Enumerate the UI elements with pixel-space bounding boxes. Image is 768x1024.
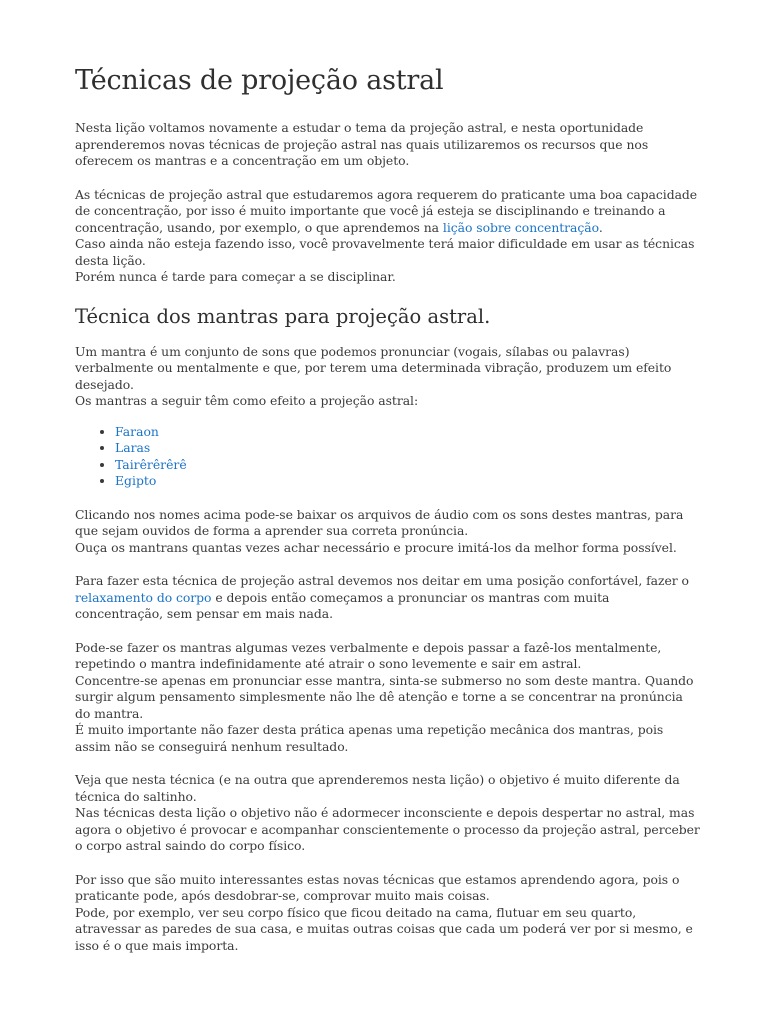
mantra-list [75,424,700,490]
practice-paragraph-line-1: Pode-se fazer os mantras algumas vezes verbalmente e depois passar a fazê-los mentalmente, repetindo o mantra indefinidamente até atrair o sono levemente e sair em astral. [75,639,662,671]
practice-paragraph-line-3: É muito importante não fazer desta prática apenas uma repetição mecânica dos mantras, pois assim não se conseguirá nenhum resultado. [75,722,664,754]
list-item [115,424,700,441]
list-item [115,457,700,474]
page-title: Técnicas de projeção astral [75,65,444,96]
benefits-paragraph-line-1: Por isso que são muito interessantes estas novas técnicas que estamos aprendendo agora, pois o praticante pode, após desdobrar-se, comprovar muito mais coisas. [75,871,680,903]
intro-text-end: . [598,219,603,235]
audio-paragraph-line-1: Clicando nos nomes acima pode-se baixar os arquivos de áudio com os sons destes mantras, para que sejam ouvidos de forma a aprender sua correta pronúncia. [75,506,684,538]
intro-paragraph-1: Nesta lição voltamos novamente a estudar o tema da projeção astral, e nesta oportunidade aprenderemos novas técnicas de projeção astral nas quais utilizaremos os recursos que nos oferecem os mantras e a concentração em um objeto. [75,120,649,168]
technique-text-end: e depois então começamos a pronunciar os mantras com muita concentração, sem pensar em mais nada. [75,589,610,621]
practice-paragraph-line-2: Concentre-se apenas em pronunciar esse mantra, sinta-se submerso no som deste mantra. Quando surgir algum pensamento simplesmente não lhe dê atenção e torne a se concentrar na pronúncia do mantra. [75,672,694,721]
intro-paragraph-2 [75,187,700,237]
mantra-link-tairerere[interactable]: Tairêrêrêrê [115,456,187,472]
mantra-intro: Os mantras a seguir têm como efeito a projeção astral: [75,393,419,408]
concentration-lesson-link[interactable]: lição sobre concentração [442,219,599,235]
mantra-definition: Um mantra é um conjunto de sons que podemos pronunciar (vogais, sílabas ou palavras) verbalmente ou mentalmente e que, por terem uma determinada vibração, produzem um efeito desejado. [75,343,672,392]
section-heading: Técnica dos mantras para projeção astral. [75,304,491,328]
objective-paragraph-line-1: Veja que nesta técnica (e na outra que aprenderemos nesta lição) o objetivo é muito diferente da técnica do saltinho. [75,772,680,804]
objective-paragraph-line-2: Nas técnicas desta lição o objetivo não é adormecer inconsciente e depois despertar no astral, mas agora o objetivo é provocar e acompanhar conscientemente o processo da projeção astral, perceber o corpo astral saindo do corpo físico. [75,805,700,853]
list-item [115,440,700,457]
mantra-link-laras[interactable]: Laras [115,440,151,455]
list-item [115,473,700,490]
technique-paragraph [75,573,700,623]
intro-paragraph-2-line-3: Porém nunca é tarde para começar a se disciplinar. [75,269,396,284]
audio-paragraph-line-2: Ouça os mantrans quantas vezes achar necessário e procure imitá-los da melhor forma possível. [75,539,677,555]
benefits-paragraph-line-2: Pode, por exemplo, ver seu corpo físico que ficou deitado na cama, flutuar em seu quarto, atravessar as paredes de sua casa, e muitas outras coisas que cada um poderá ver por si mesmo, e isso é o que mais importa. [75,904,693,953]
body-relaxation-link[interactable]: relaxamento do corpo [75,589,212,605]
article [75,62,700,971]
intro-paragraph-2-line-2: Caso ainda não esteja fazendo isso, você provavelmente terá maior dificuldade em usar as técnicas desta lição. [75,236,695,268]
technique-text: Para fazer esta técnica de projeção astral devemos nos deitar em uma posição confortável, fazer o [75,573,689,588]
mantra-link-faraon[interactable]: Faraon [115,423,159,439]
intro-text: As técnicas de projeção astral que estudaremos agora requerem do praticante uma boa capacidade de concentração, por isso é muito importante que você já esteja se disciplinando e treinando a concentração, usando, por exemplo, o que aprendemos na [75,186,698,235]
mantra-link-egipto[interactable]: Egipto [115,473,157,488]
